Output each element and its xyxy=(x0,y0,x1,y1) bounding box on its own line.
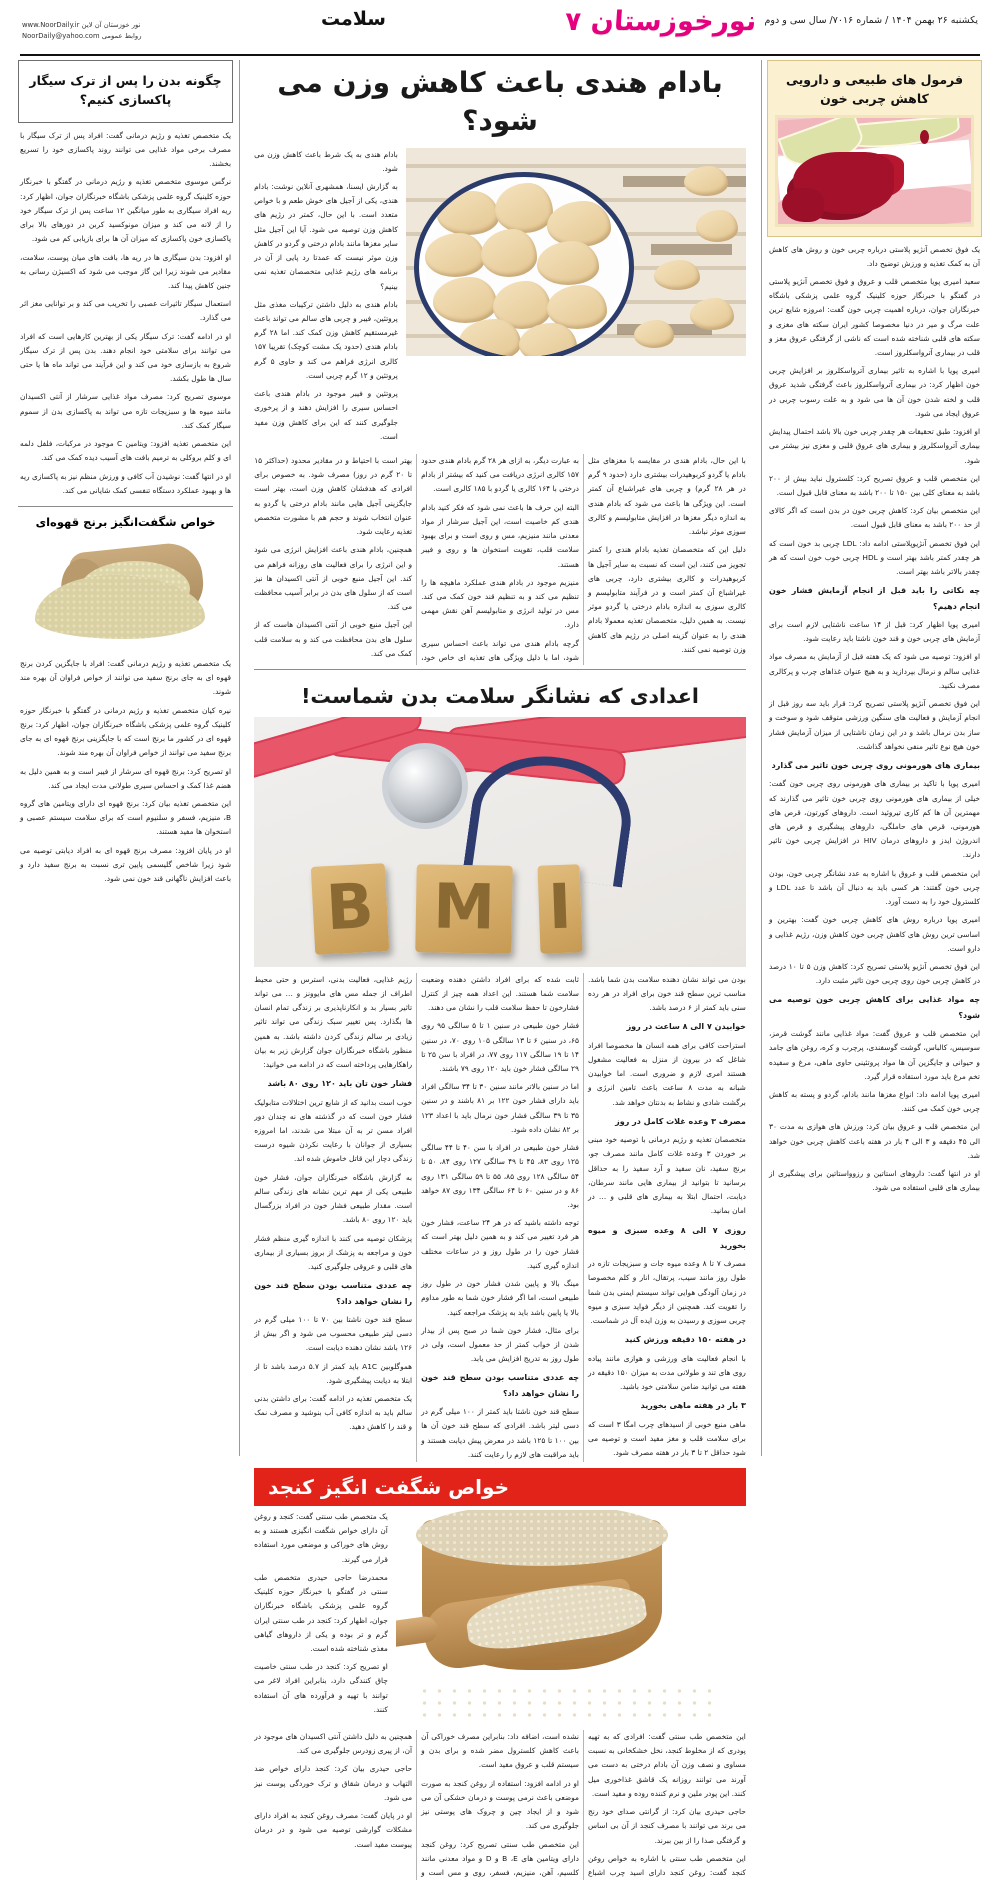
paragraph: امیری پویا با اشاره به تاثیر بیماری آترواسکلروز بر افزایش چربی خون اظهار کرد: در بیماری آترواسکلروز باعث گرفتگی شدید عروق قلب و لخته شدن خون آن ها می شود و به علت رسوب چربی در عروق ایجاد می شود. xyxy=(769,364,980,421)
paragraph: پروتئین و فیبر موجود در بادام هندی باعث احساس سیری را افزایش دهند و از پرخوری جلوگیری کنند که این برای کاهش وزن مفید است. xyxy=(254,387,398,444)
paragraph: به عبارت دیگر، به ازای هر ۲۸ گرم بادام هندی حدود ۱۵۷ کالری انرژی دریافت می کنید که بیشتر از بادام درختی با ۱۶۴ کالری یا گردو با ۱۸۵ کالری است. xyxy=(421,454,579,497)
paragraph: ماهی منبع خوبی از اسیدهای چرب امگا ۳ است که برای سلامت قلب و مغز مفید است و توصیه می شود حداقل ۲ تا ۳ بار در هفته مصرف شود. xyxy=(588,1418,746,1461)
paragraph: رژیم غذایی، فعالیت بدنی، استرس و حتی محیط اطراف از جمله مس های مایوونز و … می تواند تاثیر بسیار بد و انکارناپذیری بر زندگی تمام انسان ها بگذارد. پس تغییر سبک زندگی می تواند تاثیر زیادی بر سالم زندگی کردن داشته باشد. به همین منظور باشگاه خبرنگاران جوان گزارش زیر به بیان راهکارهایی پرداخته است که در ادامه می خوانید: xyxy=(254,973,412,1073)
subheading: چه مواد غذایی برای کاهش چربی خون توصیه می شود؟ xyxy=(769,992,980,1023)
paragraph: او در انتها گفت: داروهای استاتین و رزوواستاتین برای پیشگیری از بیماری های قلبی استفاده می شود. xyxy=(769,1167,980,1195)
paragraph: امیری پویا با تاکید بر بیماری های هورمونی روی چربی خون گفت: خیلی از بیماری های هورمونی روی چربی خون تاثیر می گذارند که مهمترین آن ها کم کاری تیروئید است. داروهای کورتون، قرص های هورمونی، قرص های حاملگی، داروهای پیشگیری و قرص های اندروژن ایدز و داروهای درمان HIV در افزایش چربی خون تاثیر دارند. xyxy=(769,777,980,862)
subheading: ۳ بار در هفته ماهی بخورید xyxy=(588,1398,746,1413)
left-sidebar-body xyxy=(767,237,982,1196)
paragraph: سطح قند خون ناشتا بین ۷۰ تا ۱۰۰ میلی گرم در دسی لیتر طبیعی محسوب می شود و اگر بیش از ۱۲۶ باشد نشان دهنده دیابت است. xyxy=(254,1313,412,1356)
paragraph: ثابت شده که برای افراد داشتن دهنده وضعیت سلامت شما هستند. این اعداد همه چیز از کنترل فشارخون تا حفظ سلامت قلب را نشان می دهند. xyxy=(421,973,579,1016)
right-sidebar-rule xyxy=(18,506,233,507)
paragraph: این متخصص طب سنتی گفت: افرادی که به تهیه پودری که از مخلوط کنجد، نخل خشکخانی به نسبت مساوی و نصف وزن آن بادام درختی به دست می آورند می توانند روزانه یک قاشق غذاخوری میل کنند. این پودر ملین و نرم کننده روده و مفید است. xyxy=(588,1730,746,1801)
sesame-banner: خواص شگفت انگیز کنجد xyxy=(254,1468,746,1506)
masthead-pr-email[interactable]: NoorDaily@yahoo.com xyxy=(22,32,100,40)
paragraph: منیزیم موجود در بادام هندی عملکرد ماهیچه ها را تنظیم می کند و به تنظیم قند خون کمک می کند. مس در تولید انرژی و متابولیسم آهن نقش مهمی دارد. xyxy=(421,576,579,633)
paragraph: این متخصص تغذیه بیان کرد: برنج قهوه ای دارای ویتامین های گروه B، منیزیم، فسفر و سلنیوم است که برای سلامت سیستم عصبی و استخوان ها مفید هستند. xyxy=(20,797,231,840)
subheading: چه عددی متناسب بودن سطح قند خون را نشان خواهد داد؟ xyxy=(421,1370,579,1401)
paragraph: این آجیل منبع خوبی از آنتی اکسیدان هاست که از سلول های بدن محافظت می کند و به سلامت قلب کمک می کند. xyxy=(254,618,412,661)
masthead-online-url[interactable]: www.NoorDaily.ir xyxy=(22,21,79,29)
paragraph: با این حال، بادام هندی در مقایسه با مغزهای مثل بادام یا گردو کربوهیدرات بیشتری دارد (حدود ۹ گرم در هر ۲۸ گرم) و چربی های غیراشباع آن کمتر است. این ویژگی ها باعث می شود که بادام هندی به اندازه دیگر مغزها در افزایش متابولیسم و کالری سوزی موثر نباشد. xyxy=(588,454,746,539)
paragraph: این فوق تخصص آنژیو پلاستی تصریح کرد: کاهش وزن ۵ تا ۱۰ درصد در کاهش چربی خون روی چربی خون تاثیر مثبت دارد. xyxy=(769,960,980,988)
paragraph: این متخصص بیان کرد: کاهش چربی خون در بدن است که اگر کالای از حد ۲۰۰ باشد به معنای قابل قبول است. xyxy=(769,504,980,532)
bmi-letter-i: I xyxy=(538,864,583,953)
paragraph: او در ادامه گفت: ترک سیگار یکی از بهترین کارهایی است که افراد می توانند برای سلامتی خود انجام دهند. بدن پس از ترک سیگار شروع به بازسازی خود می کند و این فرآیند می تواند ماه ها یا حتی سال ها طول بکشد. xyxy=(20,330,231,387)
section-title: سلامت xyxy=(321,8,386,30)
paragraph: او تصریح کرد: برنج قهوه ای سرشار از فیبر است و به همین دلیل به هضم غذا کمک و احساس سیری طولانی مدت ایجاد می کند. xyxy=(20,765,231,793)
paragraph: او در پایان افزود: مصرف برنج قهوه ای به افراد دیابتی توصیه می شود زیرا شاخص گلیسمی پایین تری نسبت به برنج سفید دارد و باعث افزایش ناگهانی قند خون نمی شود. xyxy=(20,844,231,887)
masthead-online-label: نور خوزستان آن لاین xyxy=(82,21,141,29)
paragraph: استعمال سیگار تاثیرات عصبی را تخریب می کند و بر توانایی مغز اثر می گذارد. xyxy=(20,297,231,325)
right-sidebar-column xyxy=(18,60,233,1456)
main-article-intro xyxy=(254,148,398,448)
right-sidebar-body-1 xyxy=(18,123,233,498)
cashew-nuts-bowl-photo xyxy=(406,148,746,356)
paragraph: این متخصص قلب و عروق بیان کرد: ورزش های هوازی به مدت ۳۰ الی ۴۵ دقیقه و ۳ الی ۴ بار در هفته باعث کاهش چربی خون خواهد شد. xyxy=(769,1120,980,1163)
paragraph: نرگس موسوی متخصص تغذیه و رژیم درمانی در گفتگو با خبرنگار حوزه کلینیک گروه علمی پزشکی باشگاه خبرنگاران جوان، اظهار کرد: ریه افراد سیگاری به طور میانگین ۱۲ ساعت پس از ترک سیگار خود را از لانه می کند و میزان مونوکسید کربن در دورهای بالا برای پاکسازی خون پاکسازی که میزان آن ها برای بازیابی کم می شود. xyxy=(20,175,231,246)
paragraph: فشار خون طبیعی در سنین ۱ تا ۵ سالگی ۹۵ روی ۶۵، در سنین ۶ تا ۱۳ سالگی ۱۰۵ روی ۷۰، در سنین ۱۴ تا ۱۹ سالگی ۱۱۷ روی ۷۷، در افراد با سن ۲۵ تا ۲۹ سالگی فشار خون باید ۱۲۰ روی ۷۹ باشند. xyxy=(421,1019,579,1076)
artery-plaque-illustration xyxy=(775,115,974,227)
paragraph: این فوق تخصص آنژیوپلاستی ادامه داد: LDL چربی بد خون است که هر چقدر کمتر باشد بهتر است و HDL چربی خوب خون است که هر چقدر بالاتر باشد بهتر است. xyxy=(769,537,980,580)
paragraph: استراحت کافی برای همه انسان ها مخصوصا افراد شاغل که در بیرون از منزل به فعالیت مشغول هستند امری لازم و ضروری است. اما خوابیدن شبانه به مدت ۸ ساعت باعث تامین انرژی و برگشت شادی و نشاط به بدنتان خواهد شد. xyxy=(588,1039,746,1110)
right-sidebar-title-2: خواص شگفت‌انگیز برنج قهوه‌ای xyxy=(18,509,233,533)
paragraph: یک فوق تخصص آنژیو پلاستی درباره چربی خون و روش های کاهش آن به کمک تغذیه و ورزش توضیح داد. xyxy=(769,243,980,271)
subheading: فشار خون تان باید ۱۲۰ روی ۸۰ باشد xyxy=(254,1076,412,1091)
left-sidebar-box xyxy=(767,60,982,237)
left-sidebar-title: فرمول های طبیعی و دارویی کاهش چربی خون xyxy=(775,68,974,115)
subheading: بیماری های هورمونی روی چربی خون تاثیر می گذارد xyxy=(769,758,980,773)
paragraph: به گزارش ایسنا، همشهری آنلاین نوشت: بادام هندی، یکی از آجیل های خوش طعم و با خواص متعدد است. با این حال، کمتر در رژیم های کاهش وزن توصیه می شود. آیا این آجیل مثل سایر مغزها مانند بادام درختی و گردو در کاهش وزن موثر نیست که عمدتا رد پایی از آن در برنامه های رژیم غذایی متخصصان تغذیه نمی بینیم؟ xyxy=(254,180,398,294)
masthead-brand-group xyxy=(565,8,978,35)
paragraph: یک متخصص تغذیه در ادامه گفت: برای داشتن بدنی سالم باید به اندازه کافی آب بنوشید و مصرف نمک و قند را کاهش دهید. xyxy=(254,1392,412,1435)
paragraph: او در پایان گفت: مصرف روغن کنجد به افراد دارای مشکلات گوارشی توصیه می شود و در درمان یبوست مفید است. xyxy=(254,1809,412,1852)
subheading: روزی ۷ الی ۸ وعده سبزی و میوه بخورید xyxy=(588,1223,746,1254)
sesame-article-intro xyxy=(254,1510,388,1725)
paragraph: نیره کیان متخصص تغذیه و رژیم درمانی در گفتگو با خبرنگار حوزه کلینیک گروه علمی پزشکی باشگاه خبرنگاران جوان، اظهار کرد: برنج قهوه ای در کشور ما برنج است که با جایگزینی برنج قهوه ای به جای برنج سفید می توانند از خواص فراوان آن بهره مند شوند. xyxy=(20,704,231,761)
subheading: چه عددی متناسب بودن سطح قند خون را نشان خواهد داد؟ xyxy=(254,1278,412,1309)
paragraph: این متخصص طب سنتی با اشاره به خواص روغن کنجد گفت: روغن کنجد دارای اسید چرب اشباع نشده است، اضافه داد: بنابراین مصرف خوراکی آن باعث کاهش کلسترول مضر شده و برای بدن و سیستم قلب و عروق مفید است. xyxy=(421,1730,746,1880)
paragraph: او افزود: بدن سیگاری ها در ریه ها، بافت های میان پوست، سلامت، مقادیر می شوند زیرا این گاز موجب می شود که اکسیژن رسانی به جنین کاهش پیدا کند. xyxy=(20,251,231,294)
paragraph: این متخصص تغذیه افزود: ویتامین C موجود در مرکبات، فلفل دلمه ای و کلم بروکلی به ترمیم بافت های آسیب دیده کمک می کند. xyxy=(20,437,231,465)
page-content xyxy=(18,56,982,1456)
paragraph: این متخصص قلب و عروق تصریح کرد: کلسترول نباید بیش از ۲۰۰ باشد به معنای کلی بین ۱۵۰ تا ۲۰۰ باشد به معنای قابل قبول است. xyxy=(769,472,980,500)
masthead xyxy=(18,0,982,52)
paragraph: او در ادامه افزود: استفاده از روغن کنجد به صورت موضعی باعث نرمی پوست و درمان خشکی آن می شود و از ایجاد چین و چروک های پوستی نیز جلوگیری می کند. xyxy=(421,1777,579,1834)
paragraph: همچنین، بادام هندی باعث افزایش انرژی می شود و این انرژی را برای فعالیت های روزانه فراهم می کند. این آجیل منبع خوبی از آنتی اکسیدان ها نیز است که از سلول های بدن در برابر آسیب محافظت می کند. xyxy=(254,543,412,614)
paragraph: امیری پویا ادامه داد: انواع مغزها مانند بادام، گردو و پسته به کاهش چربی خون کمک می کنند. xyxy=(769,1088,980,1116)
paragraph: این متخصص طب سنتی تصریح کرد: روغن کنجد دارای ویتامین های B ،E و D و مواد معدنی مانند کلسیم، آهن، منیزیم، فسفر، روی و مس است و همچنین به دلیل داشتن آنتی اکسیدان های موجود در آن، از پیری زودرس جلوگیری می کند. xyxy=(254,1730,579,1880)
right-sidebar-title-1: چگونه بدن را پس از ترک سیگار پاکسازی کنیم؟ xyxy=(26,67,225,116)
left-sidebar-column xyxy=(767,60,982,1456)
paragraph: امیری پویا اظهار کرد: قبل از ۱۴ ساعت ناشتایی لازم است برای آزمایش های چربی خون و قند خون ناشتا باید رعایت شود. xyxy=(769,618,980,646)
masthead-contact xyxy=(22,8,142,41)
paragraph: یک متخصص طب سنتی گفت: کنجد و روغن آن دارای خواص شگفت انگیزی هستند و به روش های خوراکی و موضعی مورد استفاده قرار می گیرند. xyxy=(254,1510,388,1567)
paragraph: بودن می تواند نشان دهنده سلامت بدن شما باشد. مناسب ترین سطح قند خون برای افراد در هر رده سنی باید کمتر از ۶ درصد باشد. xyxy=(588,973,746,1016)
main-article-top xyxy=(254,148,746,448)
paragraph: حاجی حیدری بیان کرد: کنجد دارای خواص ضد التهاب و درمان شقاق و ترک خوردگی پوست نیز می شود. xyxy=(254,1762,412,1805)
bmi-letter-b: B xyxy=(311,863,390,955)
subheading: در هفته ۱۵۰ دقیقه ورزش کنید xyxy=(588,1332,746,1347)
paragraph: پزشکان توصیه می کنند با اندازه گیری منظم فشار خون و مراجعه به پزشک از بروز بسیاری از بیماری های قلبی و عروقی جلوگیری کنید. xyxy=(254,1232,412,1275)
right-sidebar-body-2 xyxy=(18,651,233,886)
main-column xyxy=(245,60,755,1456)
paragraph: به گزارش باشگاه خبرنگاران جوان، فشار خون طبیعی یکی از مهم ترین نشانه های زندگی سالم است. مقدار طبیعی فشار خون در افراد بزرگسال باید ۱۲۰ روی ۸۰ باشد. xyxy=(254,1171,412,1228)
paragraph: این فوق تخصص آنژیو پلاستی تصریح کرد: قرار باید سه روز قبل از انجام آزمایش و فعالیت های سنگین ورزشی متوقف شود و سوخت و ساز بدن نرمال باشد و در این زمان ناشتایی از میزان آزمایش فشار خون هیچ نوع تاثیر منفی نخواهد گذاشت. xyxy=(769,697,980,754)
paragraph: او افزود: طبق تحقیقات هر چقدر چربی خون بالا باشد احتمال پیدایش بیماری آترواسکلروز و بیماری های عروق قلبی و مغزی نیز بیشتر می شود. xyxy=(769,425,980,468)
right-sidebar-title-box xyxy=(18,60,233,123)
paragraph: با انجام فعالیت های ورزشی و هوازی مانند پیاده روی های تند و طولانی مدت به میزان ۱۵۰ دقیقه در هفته می توانید ضامن سلامتی خود باشید. xyxy=(588,1352,746,1395)
paragraph: حاجی حیدری بیان کرد: از گرانتی صدای خود رنج می برند می توانند با مصرف کنجد از آن بی اساس و گرفتگی صدا را از بین ببرند. xyxy=(588,1805,746,1848)
section-rule xyxy=(254,669,746,670)
paragraph: بادام هندی به دلیل داشتن ترکیبات مغذی مثل پروتئین، فیبر و چربی های سالم می تواند باعث غیرمستقیم کاهش وزن کمک کند. اما ۲۸ گرم بادام هندی (حدود یک مشت کوچک) تقریبا ۱۵۷ کالری انرژی فراهم می کند و حاوی ۵ گرم پروتئین و ۱۲ گرم چربی است. xyxy=(254,298,398,383)
subheading: مصرف ۳ وعده غلات کامل در روز xyxy=(588,1114,746,1129)
paragraph: اما در سنین بالاتر مانند سنین ۳۰ تا ۳۴ سالگی افراد باید دارای فشار خون ۱۲۲ بر ۸۱ باشند و در سنین ۳۵ تا ۳۹ سالگی فشار خون نرمال باید با اعداد ۱۲۳ بر ۸۲ نشان داده شود. xyxy=(421,1080,579,1137)
bmi-headline: اعدادی که نشانگر سلامت بدن شماست! xyxy=(254,676,746,717)
masthead-online-line xyxy=(22,20,142,31)
paragraph: او تصریح کرد: کنجد در طب سنتی خاصیت چاق کنندگی دارد، بنابراین افراد لاغر می توانند با تهیه و فرآورده های آن استفاده کنند. xyxy=(254,1660,388,1717)
paragraph: سطح قند خون ناشتا باید کمتر از ۱۰۰ میلی گرم در دسی لیتر باشد. افرادی که سطح قند خون آن ها بین ۱۰۰ تا ۱۲۵ باشد در معرض پیش دیابت هستند و باید مراقبت های لازم را رعایت کنند. xyxy=(421,1405,579,1462)
subheading: خوابیدن ۷ الی ۸ ساعت در روز xyxy=(588,1019,746,1034)
paragraph: این متخصص قلب و عروق با اشاره به عدد نشانگر چربی خون، بودن چربی خون گفتند: هر کسی باید به دنبال آن باشد تا عدد LDL و کلسترول خود را به دست آورد. xyxy=(769,867,980,910)
masthead-pr-line xyxy=(22,31,142,42)
newspaper-logo: نورخوزستان xyxy=(590,8,757,35)
brown-rice-sack-photo xyxy=(18,533,233,651)
subheading: چه نکاتی را باید قبل از انجام آزمایش فشار خون انجام دهیم؟ xyxy=(769,583,980,614)
paragraph: او افزود: توصیه می شود که یک هفته قبل از آزمایش به مصرف مواد غذایی سالم و نرمال بپردازید و به هیچ عنوان غذاهای چرب و پرکالری مصرف نکنید. xyxy=(769,650,980,693)
bmi-article-body xyxy=(254,967,746,1462)
bmi-letter-m: M xyxy=(416,864,514,954)
paragraph: برای مثال، فشار خون شما در صبح پس از بیدار شدن از خواب کمتر از حد معمول است، ولی در طول روز به تدریج افزایش می یابد. xyxy=(421,1324,579,1367)
paragraph: متخصصان تغذیه و رژیم درمانی با توصیه خود مبنی بر خوردن ۳ وعده غلات کامل مانند مصرف جو، برنج سفید، نان سفید و آرد سفید را به حداقل برسانید تا بتوانید از بیماری هایی مانند سرطان، دیابت، احتمال ابتلا به بیماری های قلبی و … در امان بمانید. xyxy=(588,1133,746,1218)
paragraph: یک متخصص تغذیه و رژیم درمانی گفت: افراد پس از ترک سیگار با مصرف برخی مواد غذایی می توانند روند پاکسازی خود را تسریع بخشند. xyxy=(20,129,231,172)
paragraph: هموگلوبین A1C باید کمتر از ۵.۷ درصد باشد تا از ابتلا به دیابت پیشگیری شود. xyxy=(254,1360,412,1388)
masthead-pr-label: روابط عمومی xyxy=(102,32,142,40)
paragraph: دلیل این که متخصصان تغذیه بادام هندی را کمتر تجویز می کنند، این است که نسبت به سایر آجیل ها کربوهیدرات و کالری بیشتری دارد، چربی های غیراشباع آن کمتر است و در فرآیند متابولیسم و کالری سوزی به اندازه بادام درختی یا گردو موثر نیست. به همین دلیل، متخصصان تغذیه معمولا بادام هندی را به عنوان گزینه اصلی در رژیم های کاهش وزن توصیه نمی کنند. xyxy=(588,543,746,657)
main-article-body xyxy=(254,448,746,665)
paragraph: امیری پویا درباره روش های کاهش چربی خون گفت: بهترین و اساسی ترین روش های کاهش چربی خون کاهش وزن، رژیم غذایی و دارو است. xyxy=(769,913,980,956)
paragraph: خوب است بدانید که از شایع ترین اختلالات متابولیک فشار خون است که در گذشته های نه چندان دور افراد مسن تر به آن مبتلا می شدند، اما امروزه بسیاری از جوانان با رعایت نکردن شیوه درست زندگی دچار این قاتل خاموش شده اند. xyxy=(254,1096,412,1167)
paragraph: مینگ بالا و پایین شدن فشار خون در طول روز طبیعی است، اما اگر فشار خون شما به طور مداوم بالا یا پایین باشد باید به پزشک مراجعه کنید. xyxy=(421,1277,579,1320)
paragraph: سعید امیری پویا متخصص قلب و عروق و فوق تخصص آنژیو پلاستی در گفتگو با خبرنگار حوزه کلینیک گروه علمی پزشکی باشگاه خبرنگاران جوان، درباره اهمیت چربی خون گفت: امروزه شایع ترین علت مرگ و میر در دنیا مخصوصا کشور ایران سکته های مغزی و سکته های قلبی شناخته شده است که ناشی از گرفتگی عروق مغز و قلب در بیماری آترواسکلروز است. xyxy=(769,275,980,360)
paragraph: این متخصص قلب و عروق گفت: مواد غذایی مانند گوشت قرمز، سوسیس، کالباس، گوشت گوسفندی، پرچرب و کره، روغن های جامد و حیوانی و جایگزین آن ها مواد پروتئینی حاوی ماهی، مرغ و سفیده تخم مرغ باید مورد استفاده قرار گیرد. xyxy=(769,1027,980,1084)
dateline: یکشنبه ۲۶ بهمن ۱۴۰۴ / شماره ۷۰۱۶/ سال سی و دوم xyxy=(765,15,978,29)
paragraph: بادام هندی به یک شرط باعث کاهش وزن می شود. xyxy=(254,148,398,176)
main-headline: بادام هندی باعث کاهش وزن می شود؟ xyxy=(254,60,746,148)
sesame-article-top xyxy=(254,1510,746,1725)
paragraph: البته این حرف ها باعث نمی شود که فکر کنید بادام هندی کم خاصیت است، این آجیل سرشار از مواد معدنی مانند منیزیم، مس و روی است و برای بهبود سلامت قلب، تقویت استخوان ها و روی و فیبر هستند. xyxy=(421,501,579,572)
paragraph: گرچه بادام هندی می تواند باعث احساس سیری شود، اما با دلیل ویژگی های تغذیه ای خاص خود، بهتر است با احتیاط و در مقادیر محدود (حداکثر ۱۵ تا ۲۰ گرم در روز) مصرف شود. به خصوص برای افرادی که هدفشان کاهش وزن است، بهتر است جایگزینی آجیل هایی مانند بادام درختی یا گردو به عنوان انتخاب شوند و حجم هم با مشورت متخصص تغذیه رعایت شود. xyxy=(254,454,579,665)
sesame-seeds-bowl-scoop-photo xyxy=(396,1510,746,1725)
paragraph: او در انتها گفت: نوشیدن آب کافی و ورزش منظم نیز به پاکسازی ریه ها و بهبود عملکرد دستگاه تنفسی کمک شایانی می کند. xyxy=(20,470,231,498)
paragraph: مصرف ۷ تا ۸ وعده میوه جات و سبزیجات تازه در طول روز مانند سیب، پرتقال، انار و کلم مخصوصا در زمان آلودگی هوایی تواند سیستم ایمنی بدن شما را تقویت کند. همچنین از دیگر فواید سبزی و میوه چربی سوزی و رسیدن به وزن ایده آل در شماست. xyxy=(588,1257,746,1328)
paragraph: توجه داشته باشید که در هر ۲۴ ساعت، فشار خون هر فرد تغییر می کند و به همین دلیل بهتر است که فشار خون را در طول روز و در ساعات مختلف اندازه گیری کنید. xyxy=(421,1216,579,1273)
paragraph: محمدرضا حاجی حیدری متخصص طب سنتی در گفتگو با خبرنگار حوزه کلینیک گروه علمی پزشکی باشگاه خبرنگاران جوان، اظهار کرد: کنجد در طب سنتی ایران گرم و تر بوده و یکی از داروهای گیاهی مغذی شناخته شده است. xyxy=(254,1571,388,1656)
sesame-article-body xyxy=(254,1725,746,1880)
page-number: ۷ xyxy=(565,9,583,35)
paragraph: فشار خون طبیعی در افراد با سن ۴۰ تا ۴۴ سالگی ۱۲۵ روی ۸۳، ۴۵ تا ۴۹ سالگی ۱۲۷ روی ۸۴، ۵۰ تا ۵۴ سالگی ۱۲۸ روی ۸۵، ۵۵ تا ۵۹ سالگی ۱۳۱ روی ۸۶ و در سنین ۶۰ تا ۶۴ سالگی ۱۳۴ روی ۸۷ خواهد بود. xyxy=(421,1141,579,1212)
paragraph: موسوی تصریح کرد: مصرف مواد غذایی سرشار از آنتی اکسیدان مانند میوه ها و سبزیجات تازه می تواند به پاکسازی بدن از سموم سیگار کمک کند. xyxy=(20,390,231,433)
bmi-wooden-letters-tape-measure-photo xyxy=(254,717,746,967)
paragraph: یک متخصص تغذیه و رژیم درمانی گفت: افراد با جایگزین کردن برنج قهوه ای به جای برنج سفید می توانند از خواص فراوان آن بهره مند شوند. xyxy=(20,657,231,700)
